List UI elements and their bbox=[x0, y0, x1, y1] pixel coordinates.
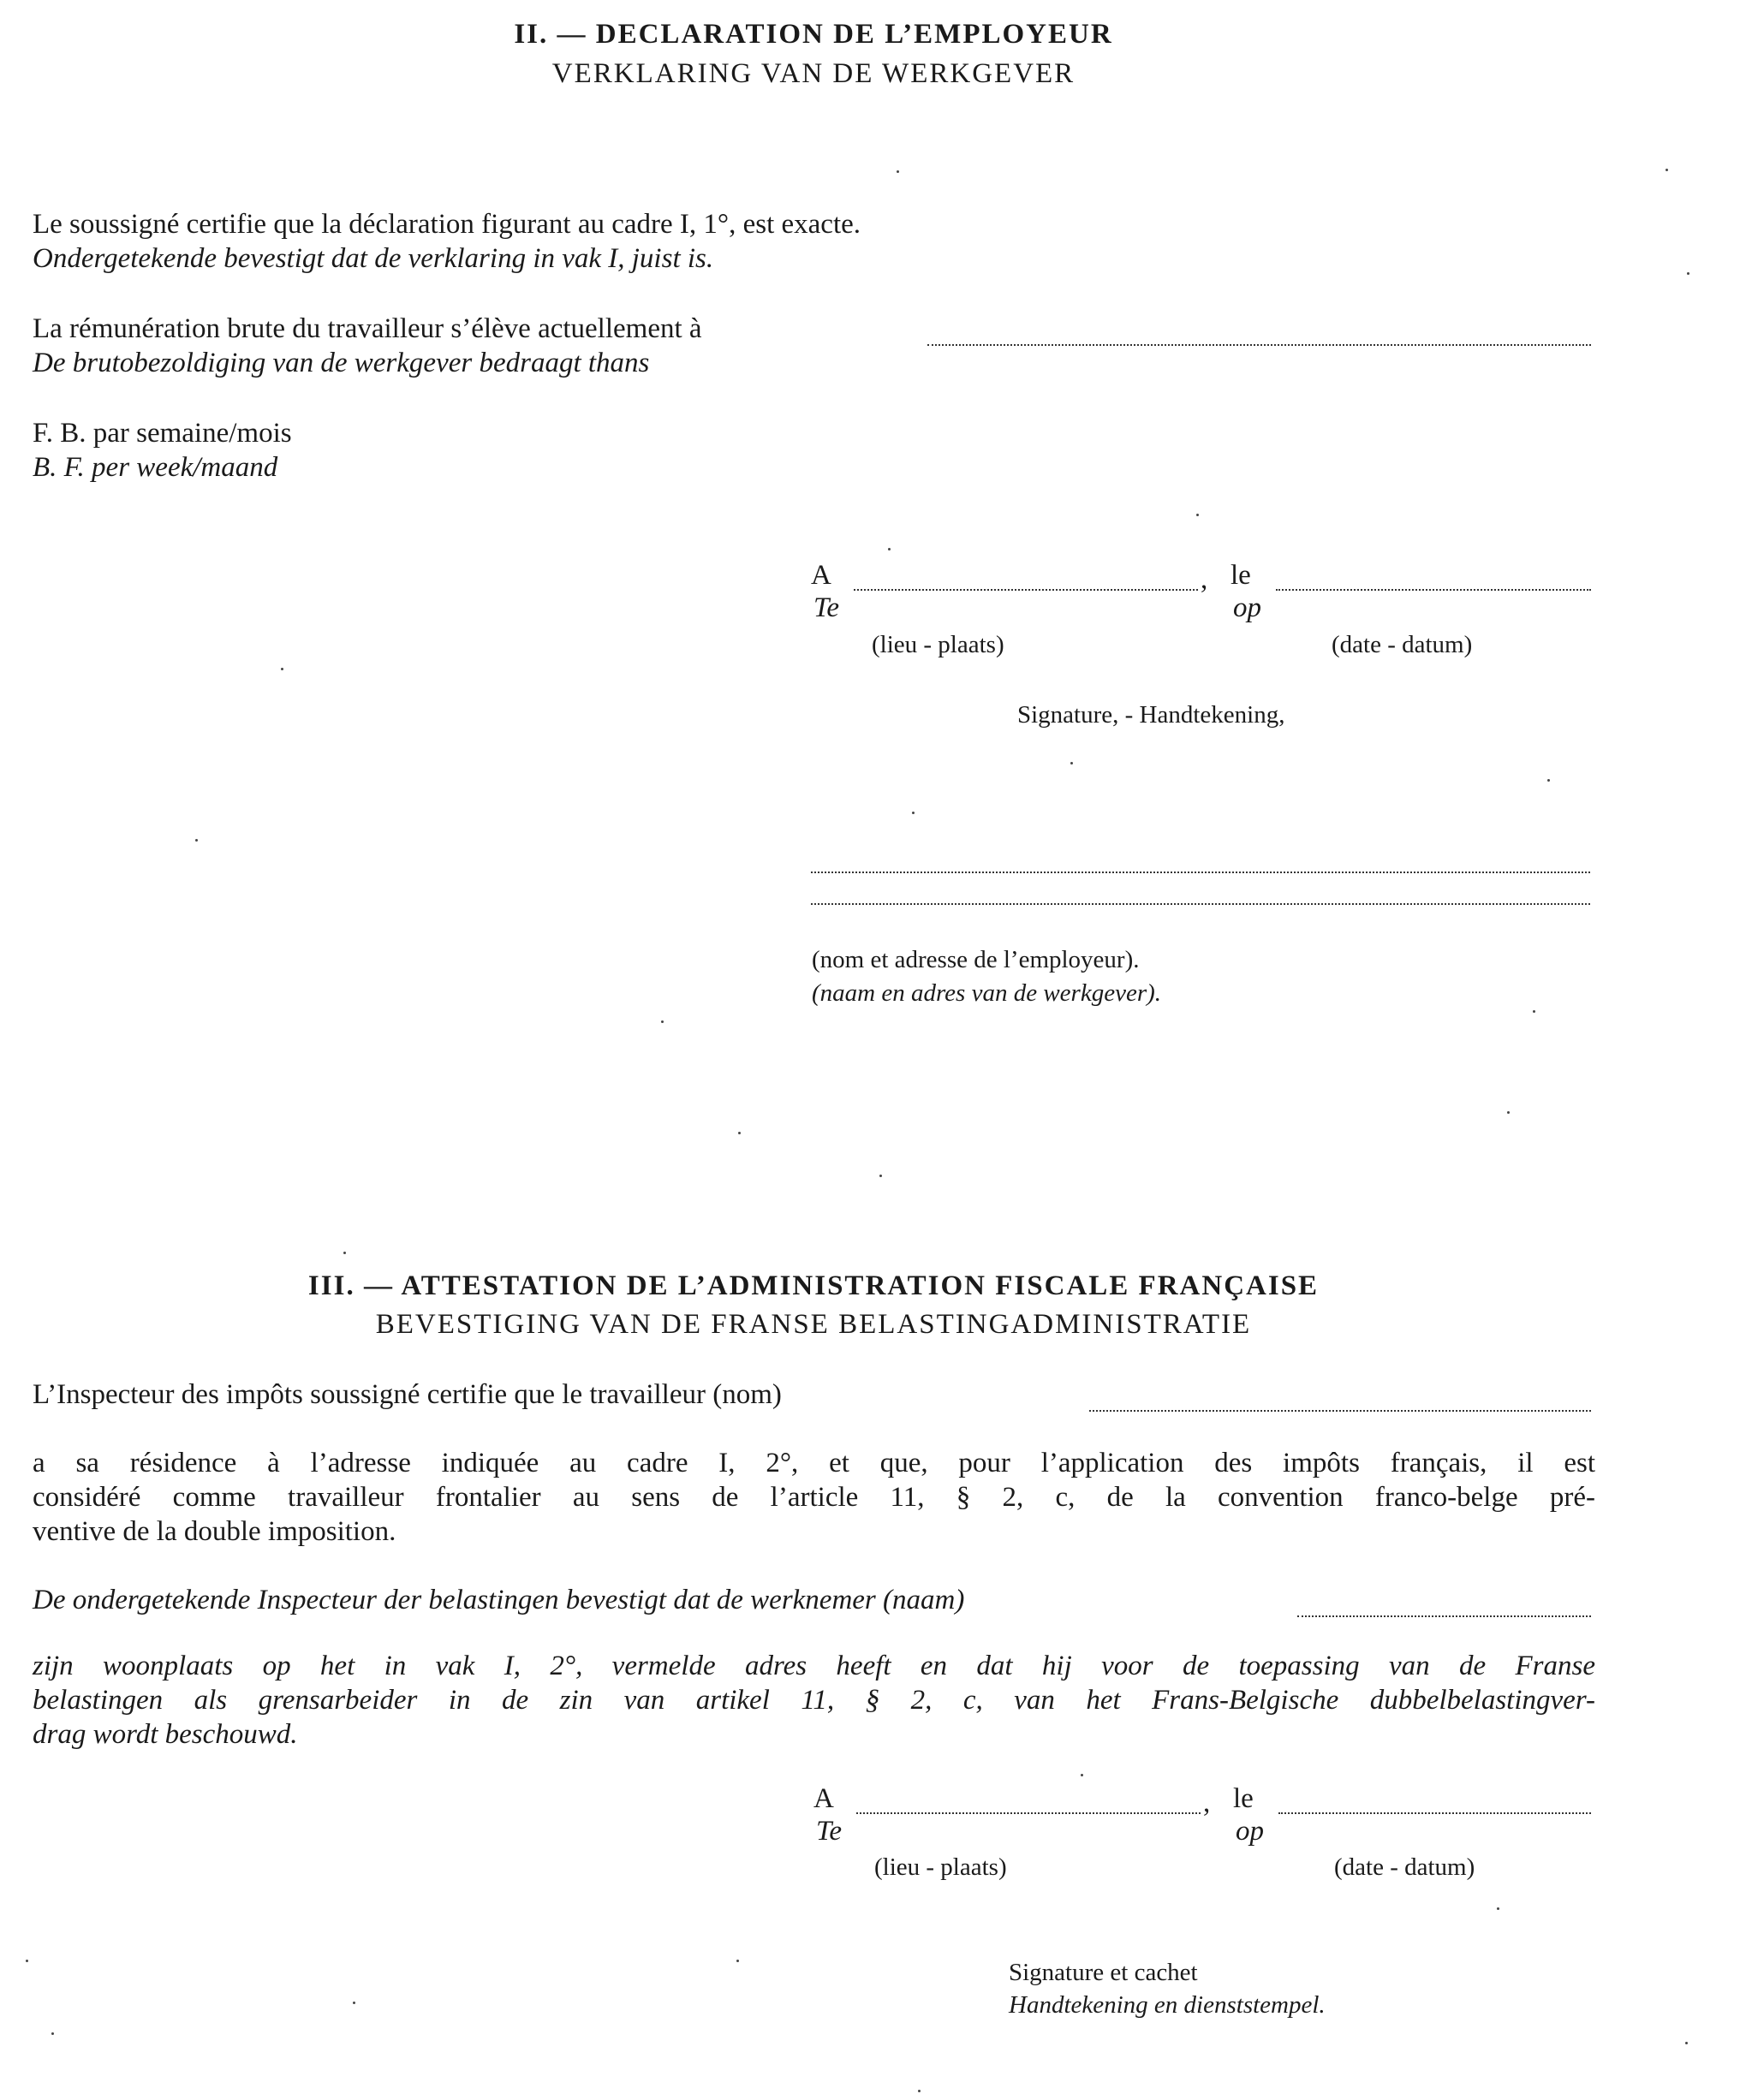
employer-name-field[interactable] bbox=[811, 872, 1590, 873]
scan-speck bbox=[1687, 272, 1689, 275]
section3-heading-nl: BEVESTIGING VAN DE FRANSE BELASTINGADMINISTRATIE bbox=[375, 1309, 1252, 1340]
scan-speck bbox=[912, 812, 915, 814]
certify-text-fr: Le soussigné certifie que la déclaration figurant au cadre I, 1°, est exacte. bbox=[33, 209, 861, 240]
worker-name-field-fr[interactable] bbox=[1089, 1410, 1591, 1412]
scan-speck bbox=[736, 1960, 739, 1962]
residence-paragraph-nl: zijn woonplaats op het in vak I, 2°, vermelde adres heeft en dat hij voor de toepassing van de Franse belastingen als grensarbeider in de zin van artikel 11, § 2, c, van het Frans-Belgische dubbelbelastingver- drag wordt beschouwd. bbox=[33, 1651, 1595, 1750]
scan-speck bbox=[738, 1132, 741, 1134]
scan-speck bbox=[1497, 1907, 1499, 1910]
salary-field[interactable] bbox=[927, 344, 1591, 346]
residence-paragraph-fr: a sa résidence à l’adresse indiquée au cadre I, 2°, et que, pour l’application des impôts français, il est considéré comme travailleur frontalier au sens de l’article 11, § 2, c, de la convention franco-belge pré- ventive de la double imposition. bbox=[33, 1448, 1595, 1547]
date-label-nl: op bbox=[1233, 592, 1261, 623]
section3-heading-fr: III. — ATTESTATION DE L’ADMINISTRATION FISCALE FRANÇAISE bbox=[307, 1270, 1320, 1301]
employer-caption-fr: (nom et adresse de l’employeur). bbox=[812, 946, 1140, 973]
scan-speck bbox=[1081, 1774, 1083, 1776]
date-field[interactable] bbox=[1276, 589, 1591, 591]
section2-heading-nl: VERKLARING VAN DE WERKGEVER bbox=[551, 58, 1076, 89]
place-caption-2: (lieu - plaats) bbox=[874, 1853, 1007, 1881]
certify-text-nl: Ondergetekende bevestigt dat de verklaring in vak I, juist is. bbox=[33, 243, 714, 274]
scan-speck bbox=[888, 548, 891, 550]
place-field-2[interactable] bbox=[856, 1812, 1201, 1814]
currency-unit-nl: B. F. per week/maand bbox=[33, 452, 278, 483]
worker-name-field-nl[interactable] bbox=[1297, 1615, 1591, 1617]
place-caption: (lieu - plaats) bbox=[872, 631, 1004, 658]
scan-speck bbox=[1533, 1010, 1535, 1013]
signature-stamp-label-fr: Signature et cachet bbox=[1009, 1959, 1198, 1986]
scan-speck bbox=[1196, 514, 1199, 516]
scan-speck bbox=[1685, 2042, 1688, 2044]
scan-speck bbox=[1507, 1111, 1510, 1114]
date-label-fr-2: le bbox=[1233, 1783, 1254, 1814]
scan-speck bbox=[353, 2002, 355, 2004]
inspector-text-nl: De ondergetekende Inspecteur der belastingen bevestigt dat de werknemer (naam) bbox=[33, 1585, 965, 1615]
signature-label: Signature, - Handtekening, bbox=[1017, 701, 1285, 729]
scan-speck bbox=[281, 668, 283, 670]
place-field[interactable] bbox=[854, 589, 1198, 591]
date-caption-2: (date - datum) bbox=[1334, 1853, 1475, 1881]
scan-speck bbox=[343, 1252, 346, 1254]
currency-unit-fr: F. B. par semaine/mois bbox=[33, 418, 292, 449]
scan-speck bbox=[1070, 762, 1073, 764]
date-field-2[interactable] bbox=[1278, 1812, 1591, 1814]
place-label-nl: Te bbox=[813, 592, 839, 623]
inspector-text-fr: L’Inspecteur des impôts soussigné certifie que le travailleur (nom) bbox=[33, 1379, 782, 1410]
scan-speck bbox=[26, 1960, 28, 1962]
scan-speck bbox=[1666, 169, 1668, 171]
date-caption: (date - datum) bbox=[1332, 631, 1473, 658]
scan-speck bbox=[661, 1020, 664, 1023]
salary-label-nl: De brutobezoldiging van de werkgever bedraagt thans bbox=[33, 348, 650, 378]
date-label-fr: le bbox=[1231, 560, 1251, 591]
employer-caption-nl: (naam en adres van de werkgever). bbox=[812, 979, 1162, 1007]
date-label-nl-2: op bbox=[1236, 1816, 1264, 1847]
scan-speck bbox=[1547, 779, 1550, 782]
salary-label-fr: La rémunération brute du travailleur s’élève actuellement à bbox=[33, 313, 702, 344]
place-label-fr-2: A bbox=[813, 1783, 834, 1814]
place-label-fr: A bbox=[811, 560, 831, 591]
scan-speck bbox=[897, 170, 899, 173]
employer-address-field[interactable] bbox=[811, 903, 1590, 905]
scan-speck bbox=[918, 2090, 921, 2092]
scan-speck bbox=[879, 1175, 882, 1177]
section2-heading-fr: II. — DECLARATION DE L’EMPLOYEUR bbox=[514, 19, 1113, 50]
signature-stamp-label-nl: Handtekening en dienststempel. bbox=[1009, 1991, 1326, 2019]
scan-speck bbox=[51, 2032, 54, 2035]
scan-speck bbox=[195, 839, 198, 842]
place-label-nl-2: Te bbox=[816, 1816, 842, 1847]
